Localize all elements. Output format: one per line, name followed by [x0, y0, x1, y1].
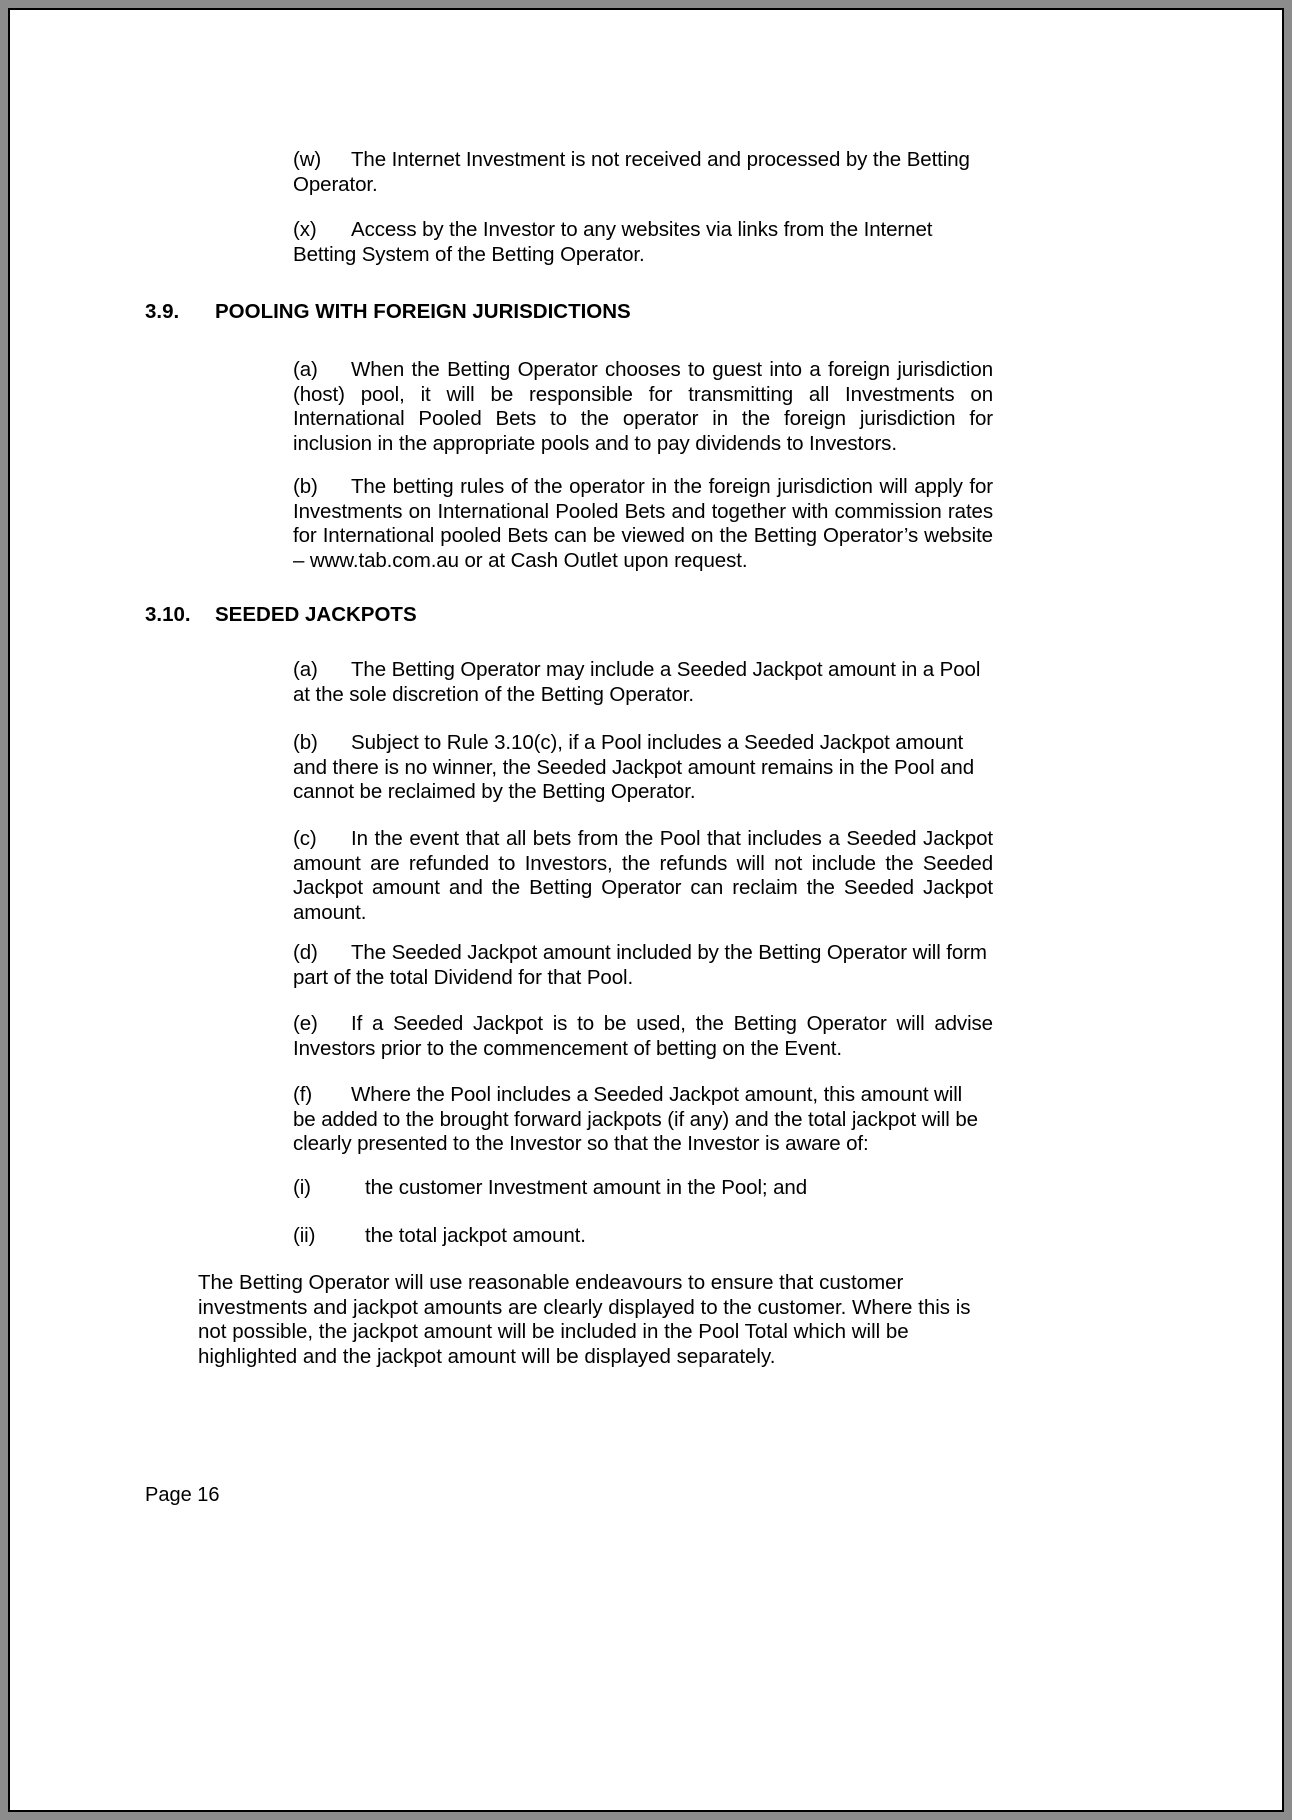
- clause-3-10-c-marker: (c): [293, 827, 317, 850]
- clause-3-10-e-text: If a Seeded Jackpot is to be used, the Betting Operator will advise Investors prior to the commencement of betting on the Event.: [293, 1012, 993, 1060]
- clause-3-10-d: [293, 941, 993, 990]
- clause-3-9-a: [293, 358, 993, 456]
- clause-3-10-f: [293, 1083, 983, 1157]
- clause-3-10-e-marker: (e): [293, 1012, 318, 1035]
- clause-3-10-f-text: Where the Pool includes a Seeded Jackpot amount, this amount will be added to the brought forward jackpots (if any) and the total jackpot will be clearly presented to the Investor so that the Investor is aware of:: [293, 1083, 978, 1155]
- clause-3-10-d-marker: (d): [293, 941, 318, 964]
- clause-3-10-sub-i-marker: (i): [293, 1176, 311, 1199]
- clause-x-text: Access by the Investor to any websites via links from the Internet Betting System of the Betting Operator.: [293, 218, 933, 266]
- clause-3-10-sub-ii-marker: (ii): [293, 1224, 316, 1247]
- clause-3-9-b: [293, 475, 993, 573]
- clause-3-10-b: [293, 731, 993, 805]
- clause-w-marker: (w): [293, 148, 322, 171]
- clause-x: [293, 218, 993, 267]
- heading-3-10: [145, 603, 995, 627]
- clause-3-10-c-text: In the event that all bets from the Pool that includes a Seeded Jackpot amount are refunded to Investors, the refunds will not include the Seeded Jackpot amount and the Betting Operator can reclaim the Seeded Jackpot amount.: [293, 827, 993, 924]
- clause-3-10-b-text: Subject to Rule 3.10(c), if a Pool includes a Seeded Jackpot amount and there is no winner, the Seeded Jackpot amount remains in the Pool and cannot be reclaimed by the Betting Operator.: [293, 731, 975, 803]
- page-footer: Page 16: [145, 1484, 220, 1506]
- clause-3-10-a-text: The Betting Operator may include a Seeded Jackpot amount in a Pool at the sole discretion of the Betting Operator.: [293, 658, 981, 706]
- clause-x-marker: (x): [293, 218, 317, 241]
- clause-w-text: The Internet Investment is not received and processed by the Betting Operator.: [293, 148, 970, 196]
- clause-3-9-a-marker: (a): [293, 358, 318, 381]
- clause-3-10-b-marker: (b): [293, 731, 318, 754]
- closing-paragraph: The Betting Operator will use reasonable endeavours to ensure that customer investments and jackpot amounts are clearly displayed to the customer. Where this is not possible, the jackpot amount will be included in the Pool Total which will be highlighted and the jackpot amount will be displayed separately.: [198, 1271, 971, 1368]
- clause-3-10-sub-i-text: the customer Investment amount in the Pool; and: [365, 1176, 807, 1199]
- clause-3-10-d-text: The Seeded Jackpot amount included by the Betting Operator will form part of the total Dividend for that Pool.: [293, 941, 987, 989]
- clause-3-9-b-text: The betting rules of the operator in the foreign jurisdiction will apply for Investments on International Pooled Bets and together with commission rates for International pooled Bets can be viewed on the Betting Operator’s website – www.tab.com.au or at Cash Outlet upon request.: [293, 475, 993, 572]
- clause-3-10-a-marker: (a): [293, 658, 318, 681]
- page-content: [10, 10, 1282, 1810]
- clause-3-10-a: [293, 658, 993, 707]
- document-page: [8, 8, 1284, 1812]
- heading-3-10-number: 3.10.: [145, 603, 191, 626]
- clause-3-10-f-marker: (f): [293, 1083, 313, 1106]
- clause-3-10-sub-i: [293, 1176, 993, 1201]
- clause-3-9-b-marker: (b): [293, 475, 318, 498]
- heading-3-10-title: SEEDED JACKPOTS: [215, 603, 417, 626]
- clause-3-10-sub-ii-text: the total jackpot amount.: [365, 1224, 586, 1247]
- heading-3-9-number: 3.9.: [145, 300, 180, 323]
- clause-3-9-a-text: When the Betting Operator chooses to guest into a foreign jurisdiction (host) pool, it will be responsible for transmitting all Investments on International Pooled Bets to the operator in the foreign jurisdiction for inclusion in the appropriate pools and to pay dividends to Investors.: [293, 358, 993, 455]
- heading-3-9-title: POOLING WITH FOREIGN JURISDICTIONS: [215, 300, 631, 323]
- clause-3-10-e: [293, 1012, 993, 1061]
- clause-w: [293, 148, 993, 197]
- clause-3-10-sub-ii: [293, 1224, 993, 1249]
- heading-3-9: [145, 300, 995, 324]
- clause-3-10-c: [293, 827, 993, 925]
